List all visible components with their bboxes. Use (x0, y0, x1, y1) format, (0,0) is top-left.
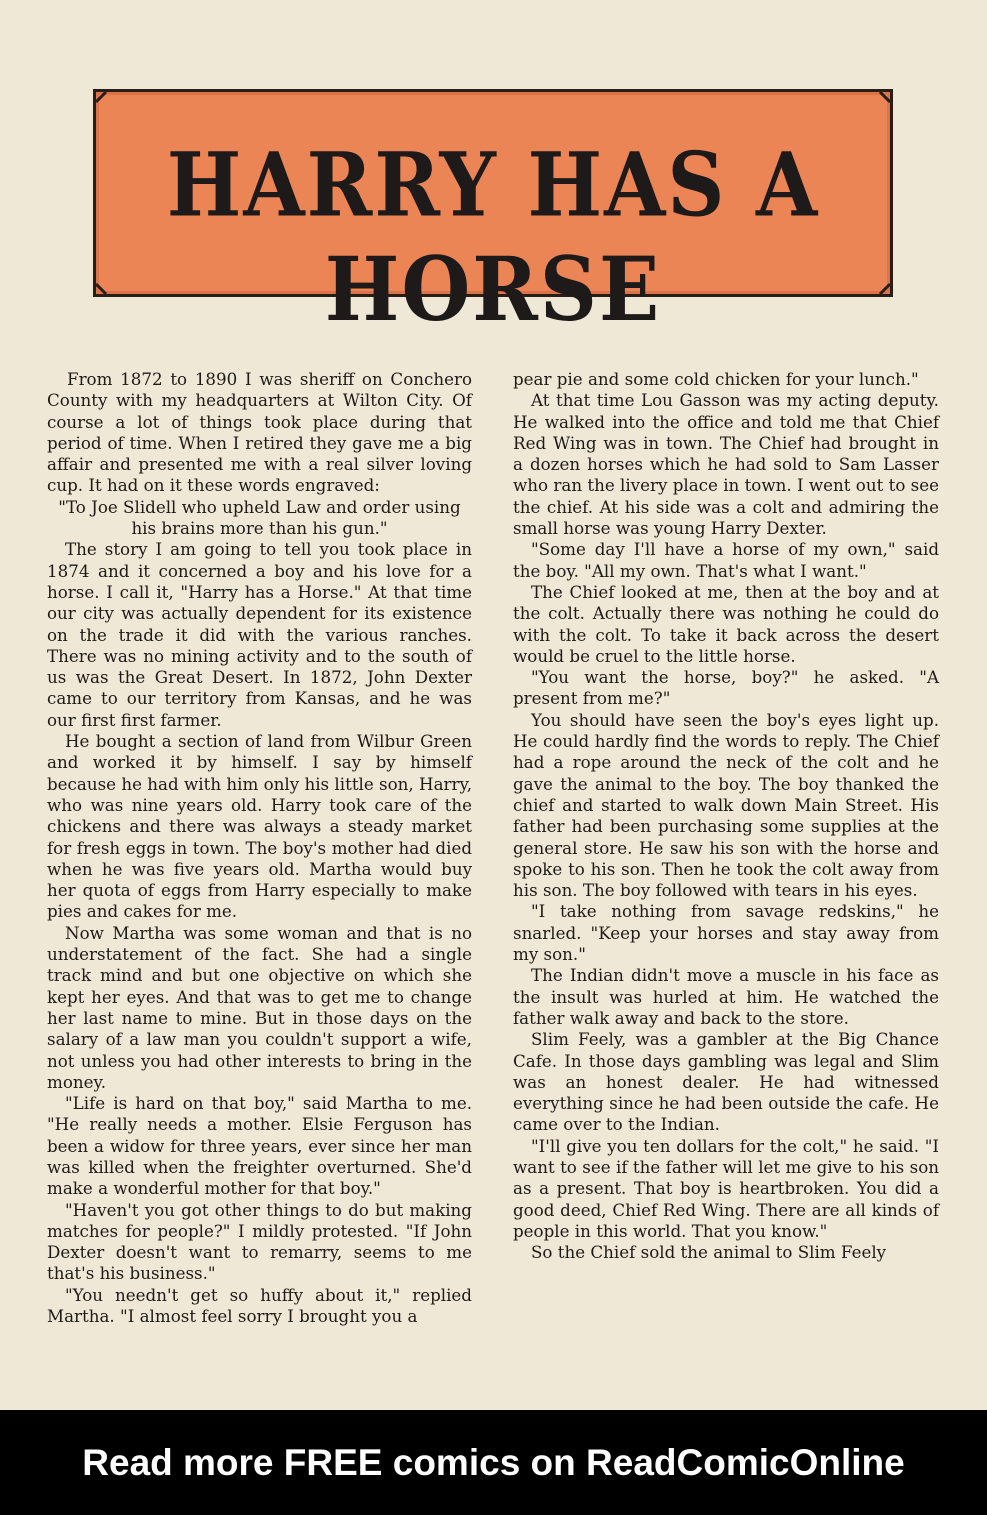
story-paragraph: So the Chief sold the animal to Slim Feely (531, 1242, 887, 1263)
story-paragraph: You should have seen the boy's eyes light up. He could hardly find the words to reply. The Chief had a rope around the neck of the colt and he gave the animal to the boy. The boy thanked the chief and started to walk down Main Street. His father had been purchasing some supplies at the general store. He saw his son with the horse and spoke to his son. Then he took the colt away from his son. The boy followed with tears in his eyes. (513, 709, 939, 901)
story-paragraph: "You want the horse, boy?" he asked. "A present from me?" (513, 667, 939, 709)
right-text-column (513, 369, 939, 1263)
story-paragraph: At that time Lou Gasson was my acting deputy. He walked into the office and told me that Chief Red Wing was in town. The Chief had brought in a dozen horses which he had sold to Sam Lasser who ran the livery place in town. I went out to see the chief. At his side was a colt and admiring the small horse was young Harry Dexter. (513, 390, 939, 539)
story-paragraph: The story I am going to tell you took place in 1874 and it concerned a boy and his love for a horse. I call it, "Harry has a Horse." At that time our city was actually dependent for its existence on the trade it did with the various ranches. There was no mining activity and to the south of us was the Great Desert. In 1872, John Dexter came to our territory from Kansas, and he was our first first farmer. (47, 539, 472, 730)
story-paragraph: The Chief looked at me, then at the boy and at the colt. Actually there was nothing he could do with the colt. To take it back across the desert would be cruel to the little horse. (513, 581, 939, 666)
story-paragraph: "Some day I'll have a horse of my own," said the boy. "All my own. That's what I want." (513, 539, 939, 581)
story-paragraph: Slim Feely, was a gambler at the Big Chance Cafe. In those days gambling was legal and Slim was an honest dealer. He had witnessed everything since he had been outside the cafe. He came over to the Indian. (513, 1029, 939, 1135)
story-title: HARRY HAS A HORSE (166, 132, 820, 342)
footer-banner (0, 1410, 987, 1515)
story-paragraph: "To Joe Slidell who upheld Law and order using his brains more than his gun." (58, 496, 461, 539)
story-paragraph: He bought a section of land from Wilbur Green and worked it by himself. I say by himself because he had with him only his little son, Harry, who was nine years old. Harry took care of the chickens and there was always a steady market for fresh eggs in town. The boy's mother had died when he was five years old. Martha would buy her quota of eggs from Harry especially to make pies and cakes for me. (47, 731, 472, 922)
story-paragraph: From 1872 to 1890 I was sheriff on Conchero County with my headquarters at Wilton City. Of course a lot of things took place during that period of time. When I retired they gave me a big affair and presented me with a real silver loving cup. It had on it these words engraved: (47, 369, 472, 496)
left-text-column (47, 369, 472, 1327)
story-paragraph: Now Martha was some woman and that is no understatement of the fact. She had a single track mind and but one objective on which she kept her eyes. And that was to get me to change her last name to mine. But in those days on the salary of a law man you couldn't support a wife, not unless you had other interests to bring in the money. (47, 922, 472, 1092)
story-paragraph: "I take nothing from savage redskins," he snarled. "Keep your horses and stay away from my son." (513, 901, 939, 965)
story-paragraph: "You needn't get so huffy about it," replied Martha. "I almost feel sorry I brought you a (47, 1284, 472, 1327)
title-banner (93, 89, 893, 342)
story-paragraph: "Life is hard on that boy," said Martha to me. "He really needs a mother. Elsie Ferguson has been a widow for three years, ever since her man was killed when the freighter overturned. She'd make a wonderful mother for that boy." (47, 1093, 472, 1199)
story-paragraph: "Haven't you got other things to do but making matches for people?" I mildly protested. "If John Dexter doesn't want to remarry, seems to me that's his business." (47, 1199, 472, 1284)
footer-promo-text: Read more FREE comics on ReadComicOnline (82, 1442, 905, 1483)
story-paragraph: "I'll give you ten dollars for the colt," he said. "I want to see if the father will let me give to his son as a present. That boy is heartbroken. You did a good deed, Chief Red Wing. There are all kinds of people in this world. That you know." (513, 1135, 939, 1241)
story-paragraph: pear pie and some cold chicken for your lunch." (513, 369, 919, 389)
story-paragraph: The Indian didn't move a muscle in his face as the insult was hurled at him. He watched the father walk away and back to the store. (513, 965, 939, 1028)
